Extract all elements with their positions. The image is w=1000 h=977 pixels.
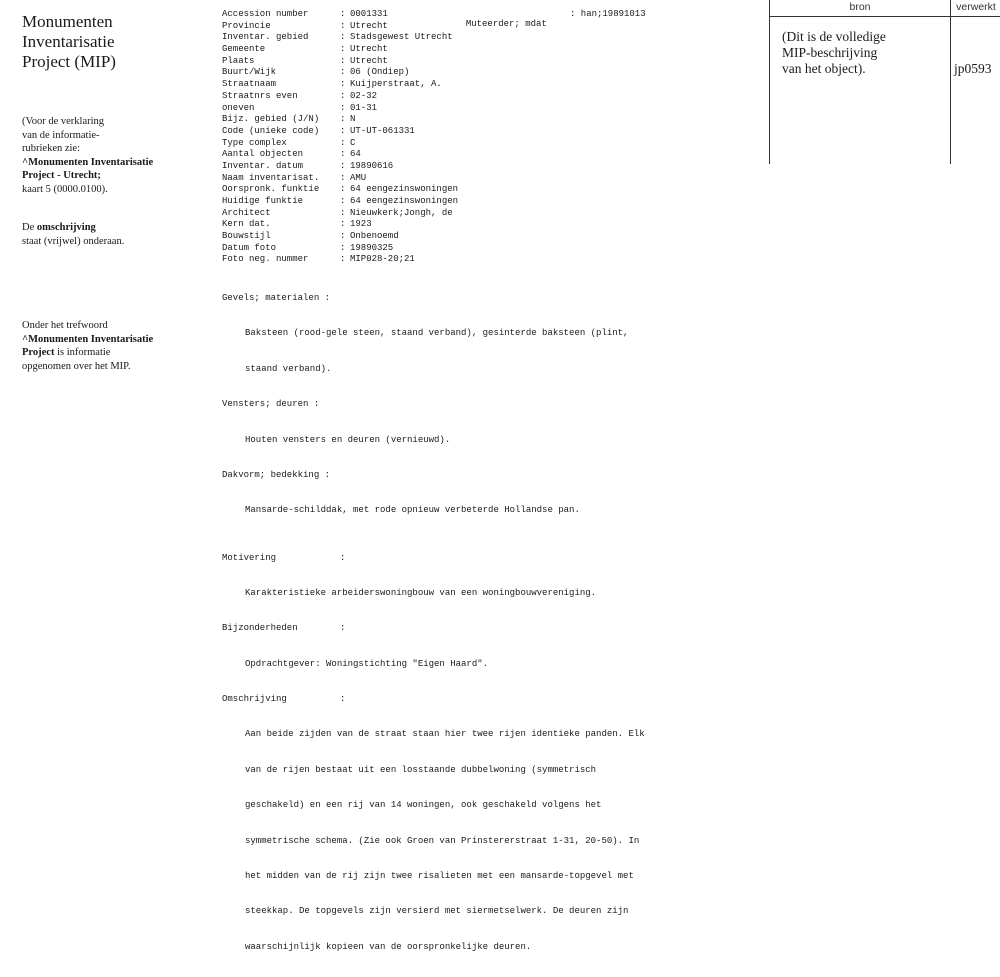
field-value: C — [350, 137, 356, 148]
field-value: UT-UT-061331 — [350, 125, 415, 136]
keyword-note: Onder het trefwoord ^Monumenten Inventarisatie Project is informatie opgenomen over het MIP. — [22, 320, 154, 372]
field-separator: : — [340, 254, 346, 265]
record-sections — [222, 293, 645, 977]
field-separator: : — [340, 219, 346, 230]
field-value: Nieuwkerk;Jongh, de — [350, 207, 453, 218]
field-value: 06 (Ondiep) — [350, 67, 410, 78]
field-value: 19890616 — [350, 160, 394, 171]
field-value: Kuijperstraat, A. — [350, 79, 442, 90]
section-body: Karakteristieke arbeiderswoningbouw van een woningbouwvereniging. — [245, 587, 597, 598]
record-field-row — [222, 103, 458, 115]
field-label: Oorspronk. funktie — [222, 184, 320, 195]
field-value: 19890325 — [350, 242, 394, 253]
field-separator: : — [340, 149, 346, 160]
title-line: Project (MIP) — [22, 52, 116, 71]
field-label: Architect — [222, 207, 271, 218]
field-separator: : — [340, 90, 346, 101]
section-body: Mansarde-schilddak, met rode opnieuw verbeterde Hollandse pan. — [245, 505, 580, 516]
section-heading: Omschrijving : — [222, 694, 346, 705]
field-separator: : — [340, 125, 346, 136]
field-label: Bouwstijl — [222, 231, 271, 242]
field-separator: : — [340, 9, 346, 19]
record-field-row — [222, 114, 458, 126]
source-box — [769, 0, 1000, 164]
field-label: Accession number — [222, 9, 309, 19]
field-label: Datum foto — [222, 242, 277, 253]
column-divider — [950, 0, 951, 164]
field-label: oneven — [222, 102, 255, 113]
field-value: Onbenoemd — [350, 231, 399, 242]
field-value: 64 eengezinswoningen — [350, 184, 459, 195]
field-label: Provincie — [222, 20, 271, 31]
field-value: Utrecht — [350, 44, 388, 55]
field-value: Stadsgewest Utrecht — [350, 32, 453, 43]
record-field-row — [222, 44, 458, 56]
record-field-row — [222, 21, 458, 33]
field-value: Utrecht — [350, 55, 388, 66]
field-label: Aantal objecten — [222, 149, 304, 160]
section-heading: Gevels; materialen : — [222, 293, 331, 303]
field-value: 02-32 — [350, 90, 378, 101]
field-label: Huidige funktie — [222, 196, 304, 206]
field-separator: : — [340, 231, 346, 242]
field-separator: : — [340, 102, 346, 113]
page-title — [22, 12, 172, 72]
record-field-row — [222, 91, 458, 103]
title-line: Monumenten — [22, 12, 113, 31]
field-separator: : — [340, 207, 346, 218]
record-field-row — [222, 173, 458, 185]
field-label: Code (unieke code) — [222, 125, 320, 136]
header-bron: bron — [849, 1, 871, 13]
record-field-row — [222, 196, 458, 208]
section-heading: Vensters; deuren : — [222, 399, 320, 410]
field-separator: : — [340, 137, 346, 148]
field-label: Buurt/Wijk — [222, 67, 277, 78]
section-heading: Dakvorm; bedekking : — [222, 469, 331, 480]
section-body: Opdrachtgever: Woningstichting "Eigen Haard". — [245, 658, 489, 669]
field-value: AMU — [350, 172, 367, 183]
field-label: Gemeente — [222, 44, 266, 55]
field-separator: : — [340, 242, 346, 253]
field-label: Bijz. gebied (J/N) — [222, 114, 320, 125]
record-field-row — [222, 254, 458, 266]
record-field-row — [222, 243, 458, 255]
field-label: Inventar. datum — [222, 160, 304, 171]
field-label: Kern dat. — [222, 219, 271, 230]
field-value: MIP028-20;21 — [350, 254, 415, 265]
record-field-row — [222, 184, 458, 196]
field-separator: : — [340, 79, 346, 90]
record-field-row — [222, 126, 458, 138]
record-field-row — [222, 208, 458, 220]
field-separator: : — [340, 172, 346, 183]
field-separator: : — [340, 67, 346, 78]
field-separator: : — [340, 160, 346, 171]
field-label: Muteerder; mdat — [465, 19, 547, 29]
field-label: Foto neg. nummer — [222, 254, 309, 265]
field-separator: : — [340, 55, 346, 66]
field-value: : han;19891013 — [570, 9, 646, 19]
legend-note: (Voor de verklaring van de informatie- rubrieken zie: ^Monumenten Inventarisatie Project - Utrecht; kaart 5 (0000.0100). — [22, 116, 154, 195]
record-field-row — [222, 138, 458, 150]
field-label: Plaats — [222, 55, 255, 66]
record-field-row — [222, 149, 458, 161]
record-field-row — [222, 219, 458, 231]
processed-code: jp0593 — [954, 61, 992, 76]
record-field-row — [222, 67, 458, 79]
section-body: Houten vensters en deuren (vernieuwd). — [245, 434, 451, 445]
muteerder-field — [455, 9, 646, 39]
source-description: (Dit is de volledige MIP-beschrijving van het object). — [782, 29, 886, 76]
field-value: N — [350, 114, 356, 125]
field-value: 0001331 — [350, 9, 388, 19]
field-separator: : — [340, 44, 346, 55]
field-label: Inventar. gebied — [222, 32, 309, 43]
record-fields — [222, 9, 458, 266]
field-value: 1923 — [350, 219, 372, 230]
description-note: De omschrijving staat (vrijwel) onderaan. — [22, 222, 125, 247]
field-separator: : — [340, 184, 346, 195]
field-separator: : — [340, 32, 346, 43]
field-value: 64 eengezinswoningen — [350, 196, 459, 206]
field-separator: : — [340, 20, 346, 31]
section-heading: Motivering : — [222, 552, 346, 563]
field-separator: : — [340, 114, 346, 125]
field-label: Straatnaam — [222, 79, 277, 90]
record-field-row — [222, 79, 458, 91]
section-body: Aan beide zijden van de straat staan hier twee rijen identieke panden. Elk van de rijen bestaat uit een losstaande dubbelwoning (symmetrisch geschakeld) en een rij van 14 woningen, ook geschakeld volgens het symmetrische schema. (Zie ook Groen van Prinstererstraat 1-31, 20-50). In het midden van de rij zijn twee risalieten met een mansarde-topgevel met steekkap. De topgevels zijn versierd met siermetselwerk. De deuren zijn waarschijnlijk kopieen van de oorspronkelijke deuren. — [245, 729, 645, 952]
record-field-row — [222, 9, 458, 21]
field-value: Utrecht — [350, 20, 388, 31]
record-field-row — [222, 32, 458, 44]
field-separator: : — [340, 196, 346, 206]
field-value: 01-31 — [350, 102, 378, 113]
field-label: Type complex — [222, 137, 287, 148]
record-field-row — [222, 231, 458, 243]
reference-link: ^Monumenten Inventarisatie — [22, 156, 154, 168]
title-line: Inventarisatie — [22, 32, 115, 51]
source-box-header — [770, 0, 1000, 17]
field-value: 64 — [350, 149, 361, 160]
record-field-row — [222, 161, 458, 173]
header-verwerkt: verwerkt — [956, 1, 996, 13]
field-label: Naam inventarisat. — [222, 172, 320, 183]
section-heading: Bijzonderheden : — [222, 623, 346, 634]
record-field-row — [222, 56, 458, 68]
field-label: Straatnrs even — [222, 90, 298, 101]
section-body: Baksteen (rood-gele steen, staand verband), gesinterde baksteen (plint, staand verband). — [245, 328, 629, 374]
